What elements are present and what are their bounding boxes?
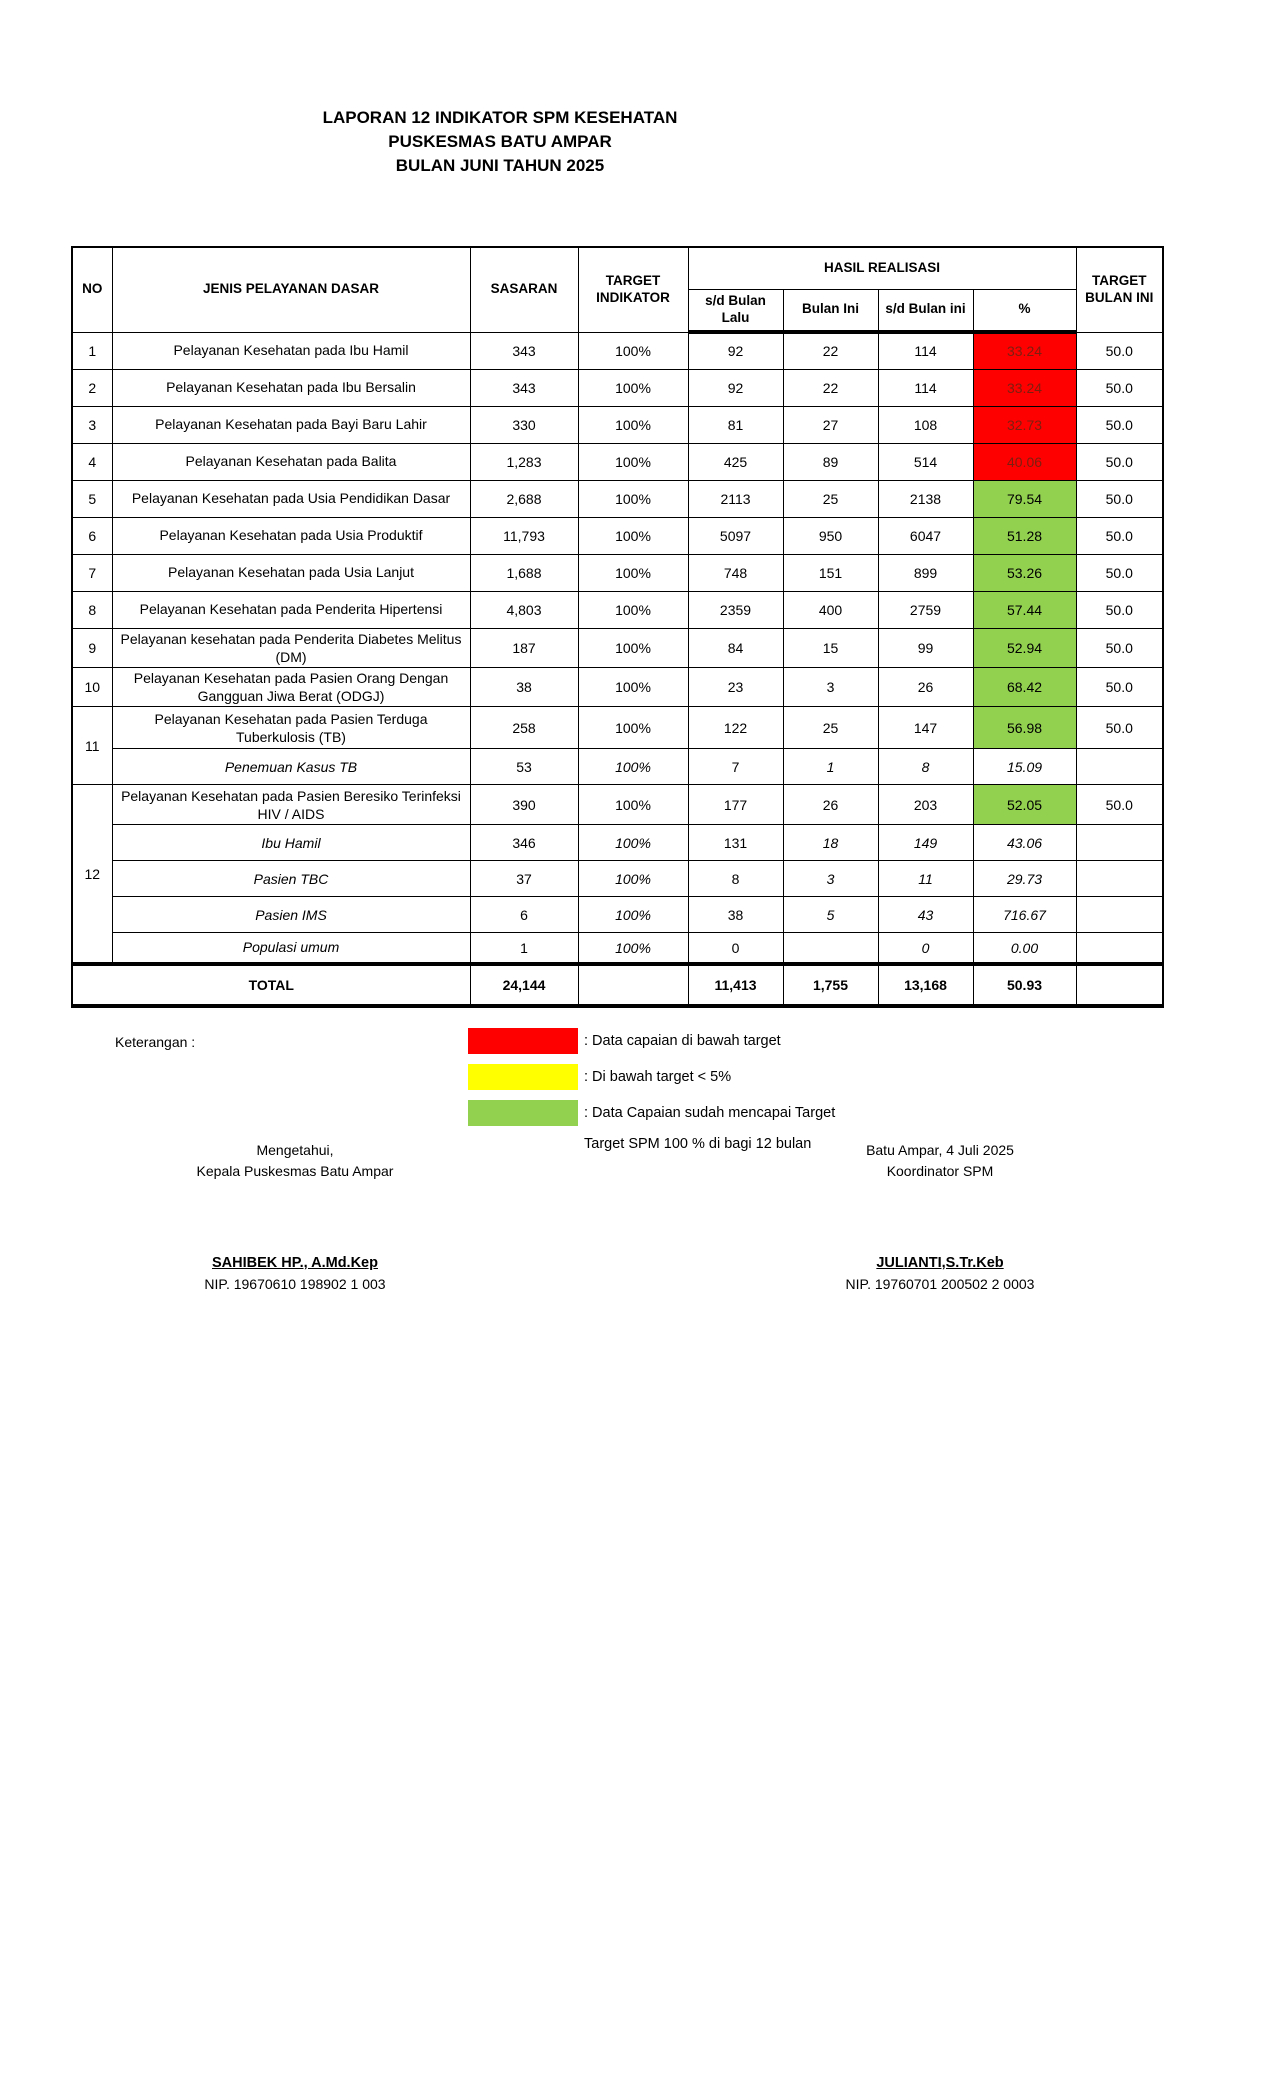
legend-item-text: : Di bawah target < 5%: [584, 1069, 732, 1085]
header-hasil-realisasi: HASIL REALISASI: [688, 247, 1076, 289]
sd-bulan-ini-cell: 26: [878, 667, 973, 706]
sasaran-cell: 38: [470, 667, 578, 706]
pct-cell: 52.05: [973, 785, 1076, 825]
pct-cell: 43.06: [973, 825, 1076, 861]
no-cell: 6: [72, 517, 112, 554]
table-total-row: [72, 964, 1163, 1006]
table-row-5: [72, 480, 1163, 517]
bulan-ini-cell: 25: [783, 480, 878, 517]
spm-indicator-table: [71, 246, 1164, 1008]
sd-bulan-ini-cell: 108: [878, 406, 973, 443]
jenis-cell: Populasi umum: [112, 933, 470, 964]
jenis-cell: Pelayanan Kesehatan pada Ibu Hamil: [112, 332, 470, 369]
sasaran-cell: 1,283: [470, 443, 578, 480]
sd-bulan-lalu-cell: 2359: [688, 591, 783, 628]
sasaran-cell: 4,803: [470, 591, 578, 628]
red-swatch-icon: [468, 1028, 578, 1054]
pct-cell: 57.44: [973, 591, 1076, 628]
legend-label: Keterangan :: [115, 1034, 196, 1050]
sd-bulan-lalu-cell: 0: [688, 933, 783, 964]
header-sd-bulan-ini: s/d Bulan ini: [878, 289, 973, 332]
legend-item-below-5pct: [468, 1059, 835, 1095]
sd-bulan-ini-cell: 203: [878, 785, 973, 825]
sasaran-cell: 6: [470, 897, 578, 933]
sd-bulan-lalu-cell: 8: [688, 861, 783, 897]
sig-right-line-1: Batu Ampar, 4 Juli 2025: [866, 1142, 1014, 1158]
bulan-ini-cell: 3: [783, 667, 878, 706]
signature-block-right: [790, 1140, 1090, 1295]
jenis-cell: Pelayanan Kesehatan pada Balita: [112, 443, 470, 480]
target-bulan-ini-cell: 50.0: [1076, 667, 1163, 706]
bulan-ini-cell: 950: [783, 517, 878, 554]
jenis-cell: Pelayanan Kesehatan pada Ibu Bersalin: [112, 369, 470, 406]
sasaran-cell: 187: [470, 628, 578, 667]
header-bulan-ini: Bulan Ini: [783, 289, 878, 332]
target-bulan-ini-cell: 50.0: [1076, 332, 1163, 369]
pct-cell: 40.06: [973, 443, 1076, 480]
pct-cell: 52.94: [973, 628, 1076, 667]
target-bulan-ini-cell: 50.0: [1076, 591, 1163, 628]
legend-note: Target SPM 100 % di bagi 12 bulan: [584, 1136, 812, 1152]
sd-bulan-ini-cell: 99: [878, 628, 973, 667]
jenis-cell: Pelayanan Kesehatan pada Pasien Beresiko Terinfeksi HIV / AIDS: [112, 785, 470, 825]
target-bulan-ini-cell: 50.0: [1076, 369, 1163, 406]
target-bulan-ini-cell: 50.0: [1076, 785, 1163, 825]
legend: [468, 1023, 835, 1152]
header-target-bulan-ini: TARGET BULAN INI: [1076, 247, 1163, 332]
sd-bulan-ini-cell: 114: [878, 369, 973, 406]
jenis-cell: Pelayanan Kesehatan pada Pasien Orang Dengan Gangguan Jiwa Berat (ODGJ): [112, 667, 470, 706]
sd-bulan-lalu-cell: 177: [688, 785, 783, 825]
table-row-12: [72, 785, 1163, 825]
no-cell: 1: [72, 332, 112, 369]
table-row-11: [72, 707, 1163, 749]
bulan-ini-cell: 3: [783, 861, 878, 897]
sd-bulan-lalu-cell: 425: [688, 443, 783, 480]
legend-item-below-target: [468, 1023, 835, 1059]
sd-bulan-ini-cell: 6047: [878, 517, 973, 554]
table-row-9: [72, 628, 1163, 667]
target-indikator-cell: 100%: [578, 554, 688, 591]
sd-bulan-lalu-cell: 5097: [688, 517, 783, 554]
sig-left-name: SAHIBEK HP., A.Md.Kep: [212, 1255, 378, 1271]
sasaran-cell: 346: [470, 825, 578, 861]
no-cell: 11: [72, 707, 112, 785]
target-bulan-ini-cell: 50.0: [1076, 480, 1163, 517]
target-bulan-ini-cell: [1076, 897, 1163, 933]
table-row-2: [72, 369, 1163, 406]
total-target-bulan-ini-cell: [1076, 964, 1163, 1006]
bulan-ini-cell: 5: [783, 897, 878, 933]
sd-bulan-lalu-cell: 2113: [688, 480, 783, 517]
jenis-cell: Pelayanan Kesehatan pada Penderita Hipertensi: [112, 591, 470, 628]
sd-bulan-lalu-cell: 748: [688, 554, 783, 591]
sig-left-line-2: Kepala Puskesmas Batu Ampar: [196, 1163, 394, 1179]
no-cell: 4: [72, 443, 112, 480]
jenis-cell: Pelayanan Kesehatan pada Usia Lanjut: [112, 554, 470, 591]
target-indikator-cell: 100%: [578, 628, 688, 667]
total-sd-bulan-lalu-cell: 11,413: [688, 964, 783, 1006]
sd-bulan-lalu-cell: 81: [688, 406, 783, 443]
target-indikator-cell: 100%: [578, 785, 688, 825]
no-cell: 10: [72, 667, 112, 706]
pct-cell: 79.54: [973, 480, 1076, 517]
legend-item-achieved: [468, 1095, 835, 1131]
jenis-cell: Ibu Hamil: [112, 825, 470, 861]
sd-bulan-ini-cell: 114: [878, 332, 973, 369]
report-title-line-3: BULAN JUNI TAHUN 2025: [395, 156, 605, 175]
sd-bulan-lalu-cell: 84: [688, 628, 783, 667]
header-jenis: JENIS PELAYANAN DASAR: [112, 247, 470, 332]
jenis-cell: Pasien TBC: [112, 861, 470, 897]
pct-cell: 33.24: [973, 332, 1076, 369]
sd-bulan-ini-cell: 147: [878, 707, 973, 749]
sig-right-line-2: Koordinator SPM: [886, 1163, 994, 1179]
target-bulan-ini-cell: 50.0: [1076, 707, 1163, 749]
sd-bulan-ini-cell: 8: [878, 749, 973, 785]
target-indikator-cell: 100%: [578, 897, 688, 933]
header-no: NO: [72, 247, 112, 332]
total-sd-bulan-ini-cell: 13,168: [878, 964, 973, 1006]
no-cell: 3: [72, 406, 112, 443]
table-row-12e: [72, 933, 1163, 964]
pct-cell: 33.24: [973, 369, 1076, 406]
pct-cell: 51.28: [973, 517, 1076, 554]
target-indikator-cell: 100%: [578, 825, 688, 861]
sd-bulan-ini-cell: 11: [878, 861, 973, 897]
bulan-ini-cell: 22: [783, 332, 878, 369]
header-target-indikator: TARGET INDIKATOR: [578, 247, 688, 332]
legend-item-text: : Data capaian di bawah target: [584, 1033, 781, 1049]
bulan-ini-cell: 89: [783, 443, 878, 480]
sd-bulan-ini-cell: 514: [878, 443, 973, 480]
no-cell: 12: [72, 785, 112, 964]
sd-bulan-ini-cell: 43: [878, 897, 973, 933]
target-bulan-ini-cell: 50.0: [1076, 517, 1163, 554]
bulan-ini-cell: 18: [783, 825, 878, 861]
sig-left-line-1: Mengetahui,: [256, 1142, 334, 1158]
sasaran-cell: 1,688: [470, 554, 578, 591]
target-bulan-ini-cell: 50.0: [1076, 628, 1163, 667]
header-sasaran: SASARAN: [470, 247, 578, 332]
total-target-indikator-cell: [578, 964, 688, 1006]
no-cell: 7: [72, 554, 112, 591]
jenis-cell: Pasien IMS: [112, 897, 470, 933]
no-cell: 9: [72, 628, 112, 667]
table-row-1: [72, 332, 1163, 369]
table-row-12b: [72, 825, 1163, 861]
bulan-ini-cell: 15: [783, 628, 878, 667]
sd-bulan-lalu-cell: 131: [688, 825, 783, 861]
jenis-cell: Penemuan Kasus TB: [112, 749, 470, 785]
target-indikator-cell: 100%: [578, 406, 688, 443]
table-header-row-1: [72, 247, 1163, 289]
total-bulan-ini-cell: 1,755: [783, 964, 878, 1006]
bulan-ini-cell: 27: [783, 406, 878, 443]
target-bulan-ini-cell: [1076, 749, 1163, 785]
pct-cell: 15.09: [973, 749, 1076, 785]
target-indikator-cell: 100%: [578, 667, 688, 706]
total-label-cell: TOTAL: [72, 964, 470, 1006]
sd-bulan-lalu-cell: 92: [688, 369, 783, 406]
jenis-cell: Pelayanan Kesehatan pada Bayi Baru Lahir: [112, 406, 470, 443]
bulan-ini-cell: 1: [783, 749, 878, 785]
pct-cell: 716.67: [973, 897, 1076, 933]
total-sasaran-cell: 24,144: [470, 964, 578, 1006]
target-indikator-cell: 100%: [578, 933, 688, 964]
table-row-12c: [72, 861, 1163, 897]
target-bulan-ini-cell: 50.0: [1076, 443, 1163, 480]
sd-bulan-lalu-cell: 7: [688, 749, 783, 785]
no-cell: 8: [72, 591, 112, 628]
table-row-11b: [72, 749, 1163, 785]
sd-bulan-ini-cell: 2759: [878, 591, 973, 628]
no-cell: 5: [72, 480, 112, 517]
target-indikator-cell: 100%: [578, 591, 688, 628]
sasaran-cell: 53: [470, 749, 578, 785]
report-title-line-1: LAPORAN 12 INDIKATOR SPM KESEHATAN: [322, 108, 678, 127]
bulan-ini-cell: 400: [783, 591, 878, 628]
green-swatch-icon: [468, 1100, 578, 1126]
yellow-swatch-icon: [468, 1064, 578, 1090]
table-row-8: [72, 591, 1163, 628]
sasaran-cell: 11,793: [470, 517, 578, 554]
target-bulan-ini-cell: [1076, 861, 1163, 897]
sasaran-cell: 37: [470, 861, 578, 897]
pct-cell: 56.98: [973, 707, 1076, 749]
table-row-4: [72, 443, 1163, 480]
sasaran-cell: 1: [470, 933, 578, 964]
sd-bulan-lalu-cell: 122: [688, 707, 783, 749]
pct-cell: 32.73: [973, 406, 1076, 443]
sd-bulan-ini-cell: 899: [878, 554, 973, 591]
target-indikator-cell: 100%: [578, 861, 688, 897]
sd-bulan-ini-cell: 0: [878, 933, 973, 964]
jenis-cell: Pelayanan Kesehatan pada Pasien Terduga Tuberkulosis (TB): [112, 707, 470, 749]
sd-bulan-lalu-cell: 23: [688, 667, 783, 706]
pct-cell: 68.42: [973, 667, 1076, 706]
table-row-6: [72, 517, 1163, 554]
table-row-7: [72, 554, 1163, 591]
legend-item-text: : Data Capaian sudah mencapai Target: [584, 1105, 836, 1121]
sasaran-cell: 330: [470, 406, 578, 443]
bulan-ini-cell: 22: [783, 369, 878, 406]
jenis-cell: Pelayanan kesehatan pada Penderita Diabetes Melitus (DM): [112, 628, 470, 667]
sd-bulan-ini-cell: 149: [878, 825, 973, 861]
target-bulan-ini-cell: 50.0: [1076, 406, 1163, 443]
target-indikator-cell: 100%: [578, 443, 688, 480]
pct-cell: 29.73: [973, 861, 1076, 897]
sasaran-cell: 343: [470, 369, 578, 406]
target-indikator-cell: 100%: [578, 332, 688, 369]
target-indikator-cell: 100%: [578, 517, 688, 554]
bulan-ini-cell: 25: [783, 707, 878, 749]
signature-block-left: [140, 1140, 450, 1295]
bulan-ini-cell: [783, 933, 878, 964]
no-cell: 2: [72, 369, 112, 406]
sasaran-cell: 2,688: [470, 480, 578, 517]
target-indikator-cell: 100%: [578, 369, 688, 406]
target-indikator-cell: 100%: [578, 707, 688, 749]
target-bulan-ini-cell: 50.0: [1076, 554, 1163, 591]
sd-bulan-lalu-cell: 38: [688, 897, 783, 933]
pct-cell: 53.26: [973, 554, 1076, 591]
sig-right-nip: NIP. 19760701 200502 2 0003: [845, 1276, 1035, 1292]
target-indikator-cell: 100%: [578, 480, 688, 517]
sig-left-nip: NIP. 19670610 198902 1 003: [204, 1276, 386, 1292]
pct-cell: 0.00: [973, 933, 1076, 964]
target-bulan-ini-cell: [1076, 933, 1163, 964]
sd-bulan-lalu-cell: 92: [688, 332, 783, 369]
report-title: [0, 106, 1000, 178]
bulan-ini-cell: 26: [783, 785, 878, 825]
header-pct: %: [973, 289, 1076, 332]
bulan-ini-cell: 151: [783, 554, 878, 591]
header-sd-bulan-lalu: s/d Bulan Lalu: [688, 289, 783, 332]
sasaran-cell: 390: [470, 785, 578, 825]
jenis-cell: Pelayanan Kesehatan pada Usia Pendidikan Dasar: [112, 480, 470, 517]
total-pct-cell: 50.93: [973, 964, 1076, 1006]
table-row-12d: [72, 897, 1163, 933]
sasaran-cell: 258: [470, 707, 578, 749]
target-indikator-cell: 100%: [578, 749, 688, 785]
sd-bulan-ini-cell: 2138: [878, 480, 973, 517]
sig-right-name: JULIANTI,S.Tr.Keb: [876, 1255, 1004, 1271]
jenis-cell: Pelayanan Kesehatan pada Usia Produktif: [112, 517, 470, 554]
report-title-line-2: PUSKESMAS BATU AMPAR: [388, 132, 612, 151]
target-bulan-ini-cell: [1076, 825, 1163, 861]
sasaran-cell: 343: [470, 332, 578, 369]
table-row-3: [72, 406, 1163, 443]
table-row-10: [72, 667, 1163, 706]
